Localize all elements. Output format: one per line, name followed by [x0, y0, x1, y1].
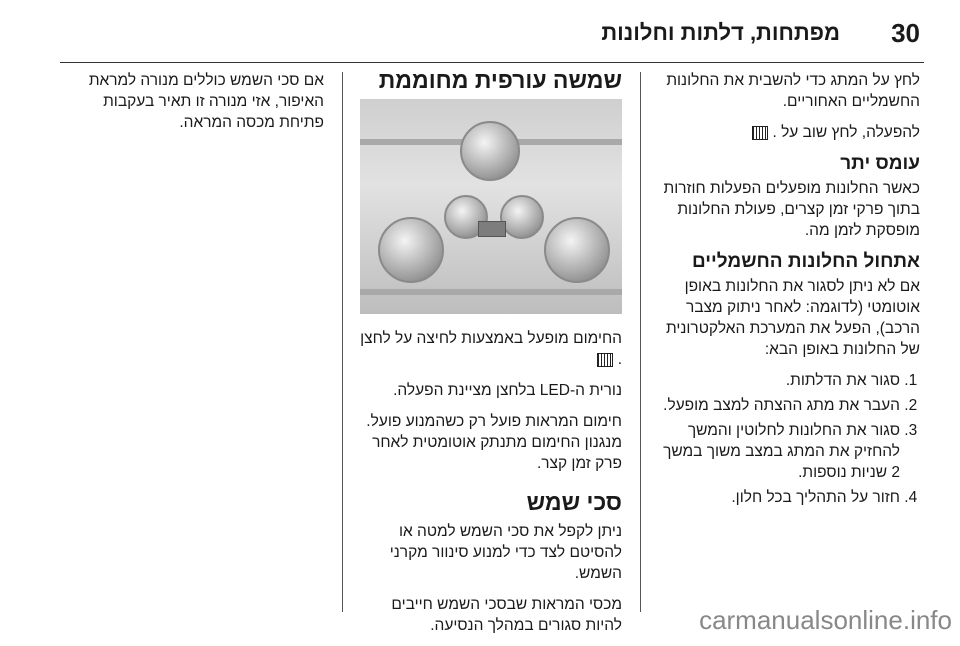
- paragraph: אם סכי השמש כוללים מנורה למראת האיפור, אזי מנורה זו תאיר בעקבות פתיחת מכסה המראה.: [88, 72, 324, 131]
- middle-column: [360, 67, 622, 646]
- header-rule: [60, 62, 924, 63]
- left-column: [62, 70, 324, 143]
- column-divider: [640, 72, 641, 612]
- init-heading: אתחול החלונות החשמליים: [691, 251, 920, 272]
- list-item: 4. חזור על התהליך בכל חלון.: [660, 487, 900, 508]
- paragraph: חימום המראות פועל רק כשהמנוע פועל. מנגנון החימום מתנתק אוטומטית לאחר פרק זמן קצר.: [366, 413, 622, 472]
- overload-text: כאשר החלונות מופעלים הפעלות חוזרות בתוך פרקי זמן קצרים, פעולת החלונות מופסקת לזמן מה.: [663, 180, 920, 239]
- paragraph: להפעלה, לחץ שוב על .: [660, 122, 920, 143]
- right-column: [660, 70, 920, 512]
- rear-defrost-icon: [597, 353, 613, 367]
- watermark: carmanualsonline.info: [699, 605, 952, 635]
- heated-rear-window-heading: שמשה עורפית מחוממת: [378, 67, 622, 93]
- steps-list: [660, 370, 920, 508]
- page-header: [0, 0, 960, 62]
- page-number: 30: [891, 18, 920, 48]
- paragraph: מכסי המראות שבסכי השמש חייבים להיות סגורים במהלך הנסיעה.: [391, 596, 622, 634]
- column-divider: [342, 72, 343, 612]
- list-item: 3. סגור את החלונות לחלוטין והמשך להחזיק את המתג במצב משוך במשך 2 שניות נוספות.: [660, 420, 900, 483]
- center-console-photo: [360, 99, 622, 314]
- paragraph: לחץ על המתג כדי להשבית את החלונות החשמליים האחוריים.: [666, 72, 920, 110]
- page-title: מפתחות, דלתות וחלונות: [601, 20, 840, 45]
- paragraph: ניתן לקפל את סכי השמש למטה או להסיטם לצד כדי למנוע סינוור מקרני השמש.: [389, 523, 622, 582]
- sun-visors-heading: סכי שמש: [526, 489, 622, 515]
- list-item: 1. סגור את הדלתות.: [660, 370, 900, 391]
- overload-heading: עומס יתר: [840, 153, 920, 174]
- paragraph: החימום מופעל באמצעות לחיצה על לחצן .: [360, 330, 622, 368]
- list-item: 2. העבר את מתג ההצתה למצב מופעל.: [660, 395, 900, 416]
- rear-window-lock-icon: [752, 126, 768, 140]
- init-text: אם לא ניתן לסגור את החלונות באופן אוטומטי (לדוגמה: לאחר ניתוק מצבר הרכב), הפעל את המערכת האלקטרונית של החלונות באופן הבא:: [665, 278, 920, 358]
- paragraph: נורית ה-LED בלחצן מציינת הפעלה.: [393, 382, 622, 399]
